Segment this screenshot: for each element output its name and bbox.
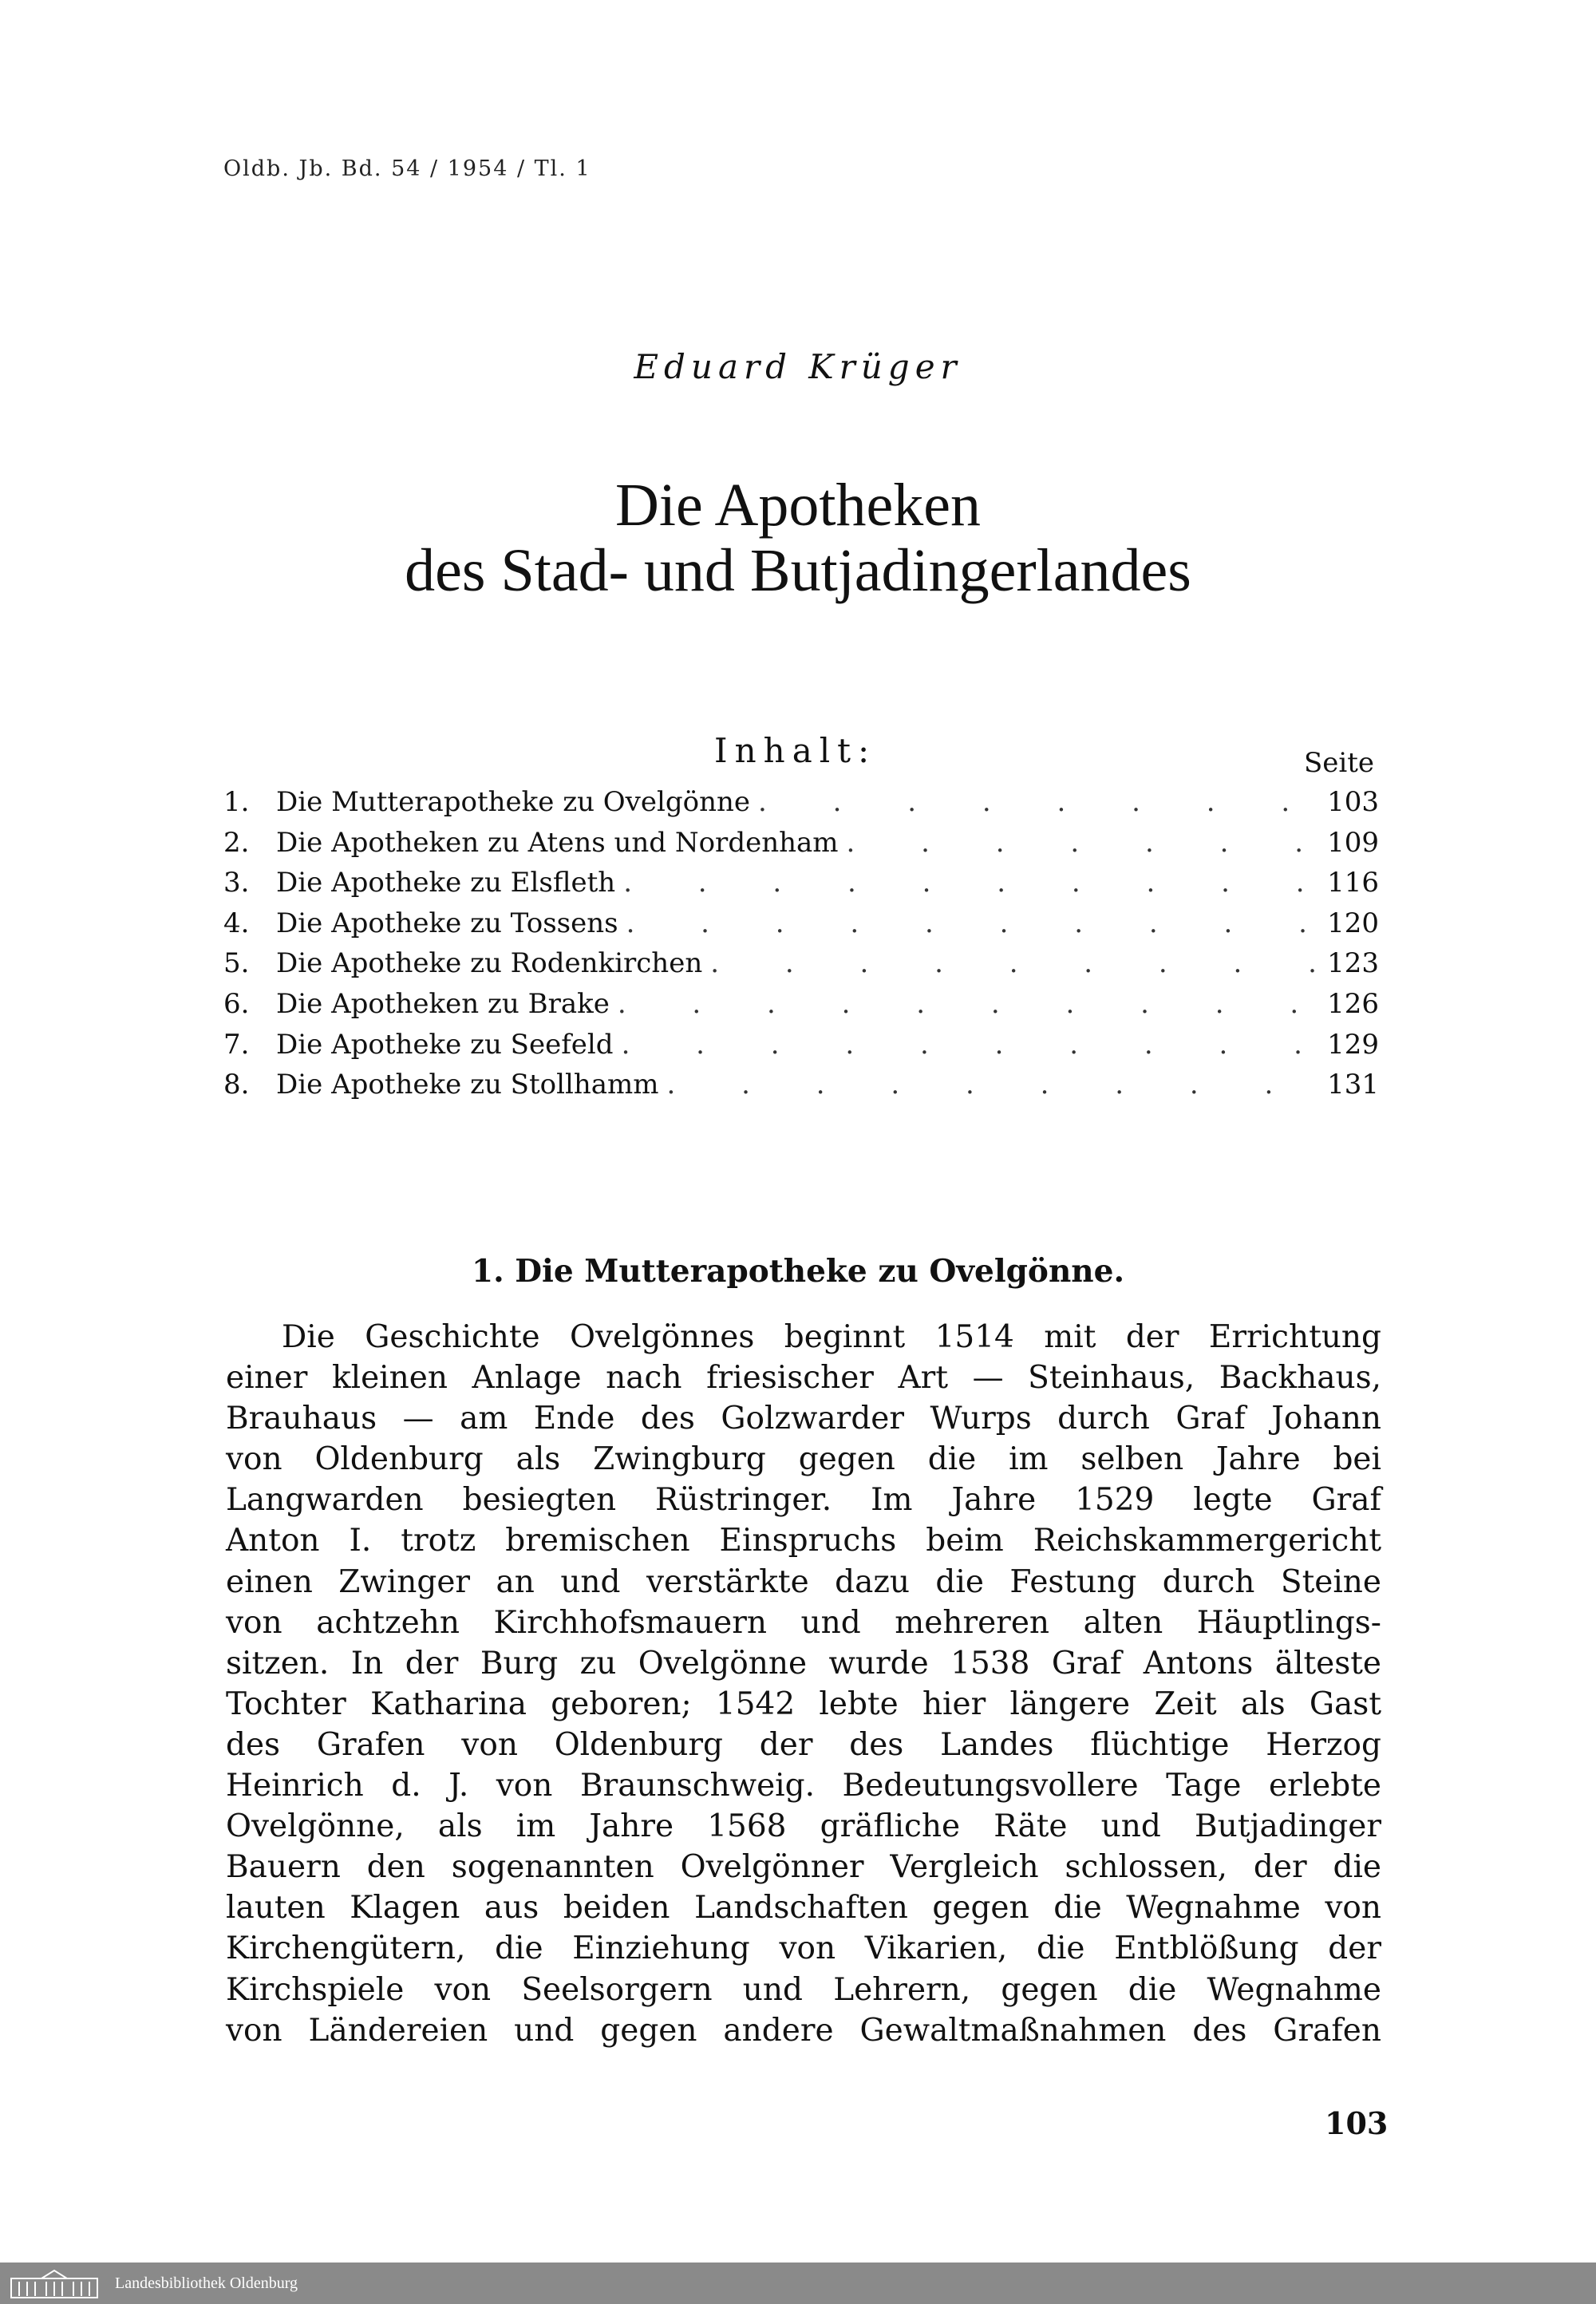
section-heading: 1. Die Mutterapotheke zu Ovelgönne. [471,1253,1125,1290]
body-line: Anton I. trotz bremischen Einspruchs beim Reichskammergericht [226,1523,1381,1559]
title-line-1: Die Apotheken [614,472,981,539]
toc-entry-page: 126 [1327,987,1379,1020]
toc-entry-title: Die Apotheke zu Stollhamm [276,1069,659,1101]
toc-entry [223,1065,1379,1105]
toc-entry-number: 3. [223,867,250,899]
toc-leader-dots [710,943,1321,983]
toc-entry-title: Die Mutterapotheke zu Ovelgönne [276,786,751,818]
toc-leader-dots [758,782,1321,822]
toc-leader-dots [847,823,1321,863]
body-line: von Oldenburg als Zwingburg gegen die im selben Jahre bei [226,1441,1381,1478]
toc-entry-number: 4. [223,907,250,939]
body-line: lauten Klagen aus beiden Landschaften gegen die Wegnahme von [226,1890,1381,1927]
body-line: sitzen. In der Burg zu Ovelgönne wurde 1538 Graf Antons älteste [226,1645,1381,1682]
toc-entry-page: 131 [1327,1069,1379,1101]
body-line: Brauhaus — am Ende des Golzwarder Wurps durch Graf Johann [226,1401,1381,1437]
toc-leader-dots [618,984,1321,1024]
toc-entry-number: 5. [223,947,250,980]
title-line-2: des Stad- und Butjadingerlandes [405,537,1191,604]
library-building-icon [10,2267,99,2299]
toc-entry [223,984,1379,1025]
toc-entry-number: 6. [223,987,250,1020]
toc-entry-title: Die Apotheke zu Seefeld [276,1028,614,1061]
toc-entry [223,1025,1379,1065]
body-line: des Grafen von Oldenburg der des Landes flüchtige Herzog [226,1726,1381,1763]
toc-entry-number: 7. [223,1028,250,1061]
body-line: Tochter Katharina geboren; 1542 lebte hier längere Zeit als Gast [226,1686,1381,1722]
toc-entry-title: Die Apotheke zu Tossens [276,907,618,939]
toc-entry-number: 1. [223,786,250,818]
body-line: Kirchengütern, die Einziehung von Vikarien, die Entblößung der [226,1931,1381,1967]
toc-leader-dots [626,903,1321,943]
toc-entry-title: Die Apotheken zu Atens und Nordenham [276,826,839,859]
library-footer-bar [0,2263,1596,2304]
body-line: Bauern den sogenannten Ovelgönner Vergleich schlossen, der die [226,1849,1381,1886]
toc-entry [223,782,1379,823]
toc-entry-title: Die Apotheke zu Rodenkirchen [276,947,703,980]
page-number: 103 [1325,2105,1389,2141]
body-line: von achtzehn Kirchhofsmauern und mehreren alten Häuptlings- [226,1604,1381,1641]
body-line: Kirchspiele von Seelsorgern und Lehrern, gegen die Wegnahme [226,1971,1381,2008]
toc-entry-page: 120 [1327,907,1379,939]
body-line: einen Zwinger an und verstärkte dazu die Festung durch Steine [226,1563,1381,1600]
toc-entry-page: 109 [1327,826,1379,859]
toc-entry-page: 103 [1327,786,1379,818]
toc-entry [223,943,1379,984]
toc-entry [223,903,1379,944]
toc-entry-number: 8. [223,1069,250,1101]
table-of-contents [223,782,1379,1105]
toc-entry-page: 116 [1327,867,1379,899]
author-name: Eduard Krüger [634,347,962,386]
body-line: Die Geschichte Ovelgönnes beginnt 1514 mit der Errichtung [282,1319,1381,1355]
toc-leader-dots [667,1065,1321,1105]
body-line: Heinrich d. J. von Braunschweig. Bedeutungsvollere Tage erlebte [226,1768,1381,1804]
toc-leader-dots [622,1025,1321,1065]
body-line: Langwarden besiegten Rüstringer. Im Jahre 1529 legte Graf [226,1482,1381,1519]
article-title [0,472,1596,603]
journal-reference: Oldb. Jb. Bd. 54 / 1954 / Tl. 1 [223,156,591,181]
toc-page-label: Seite [1303,747,1375,779]
toc-entry-title: Die Apotheke zu Elsfleth [276,867,616,899]
section-body [226,1317,1381,2051]
body-line: Ovelgönne, als im Jahre 1568 gräfliche Räte und Butjadinger [226,1808,1381,1845]
toc-entry-page: 123 [1327,947,1379,980]
toc-entry-page: 129 [1327,1028,1379,1061]
toc-entry-number: 2. [223,826,250,859]
toc-entry [223,863,1379,903]
toc-leader-dots [623,863,1321,903]
toc-entry-title: Die Apotheken zu Brake [276,987,610,1020]
library-name: Landesbibliothek Oldenburg [115,2274,298,2292]
toc-entry [223,823,1379,864]
toc-heading: Inhalt: [714,731,877,770]
body-line: von Ländereien und gegen andere Gewaltmaßnahmen des Grafen [226,2012,1381,2049]
body-line: einer kleinen Anlage nach friesischer Art — Steinhaus, Backhaus, [226,1360,1381,1397]
